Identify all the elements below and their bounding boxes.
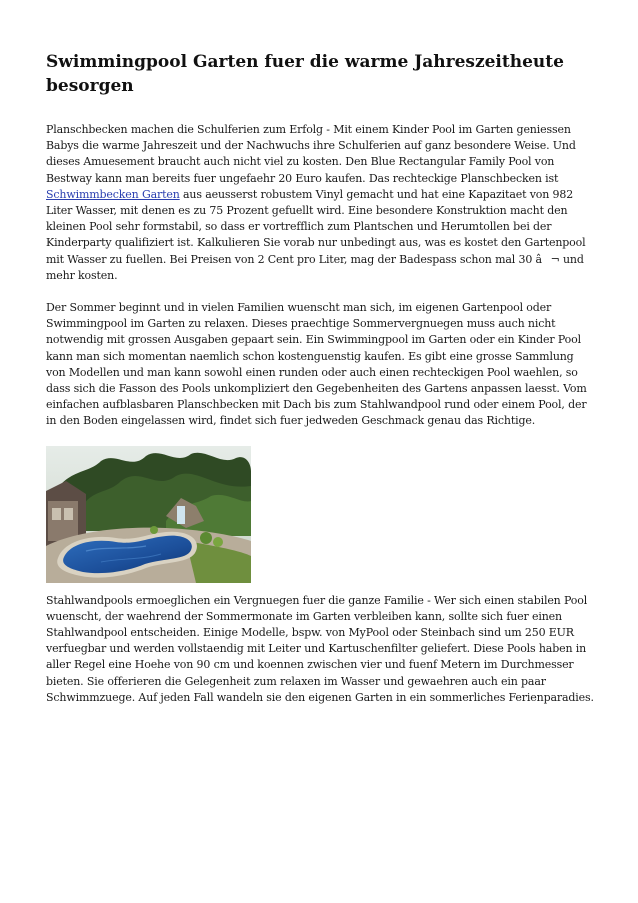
paragraph-3: Stahlwandpools ermoeglichen ein Vergnuegen fuer die ganze Familie - Wer sich einen stabilen Pool wuenscht, der waehrend der Sommermonate im Garten verbleiben kann, sollte sich fuer einen Stahlwandpool entscheiden. Einige Modelle, bspw. von MyPool oder Steinbach sind um 250 EUR verfuegbar und werden vollstaendig mit Leiter und Kartuschenfilter geliefert. Diese Pools haben in aller Regel eine Hoehe von 90 cm und koennen zwischen vier und fuenf Metern im Durchmesser bieten. Sie offerieren die Gelegenheit zum relaxen im Wasser und gewaehren auch ein paar Schwimmzuege. Auf jeden Fall wandeln sie den eigenen Garten in ein sommerliches Ferienparadies. xyxy=(46,593,594,704)
page-title: Swimmingpool Garten fuer die warme Jahreszeitheute besorgen xyxy=(46,52,564,96)
pool-garden-photo xyxy=(46,446,251,583)
paragraph-1-text-before: Planschbecken machen die Schulferien zum Erfolg - Mit einem Kinder Pool im Garten geniessen Babys die warme Jahreszeit und der Nachwuchs ihre Schulferien auf ganz besondere Weise. Und dieses Amuesement braucht auch nicht viel zu kosten. Den Blue Rectangular Family Pool von Bestway kann man bereits fuer ungefaehr 20 Euro kaufen. Das rechteckige Planschbecken ist xyxy=(46,123,576,185)
paragraph-1-text-after: aus aeusserst robustem Vinyl gemacht und hat eine Kapazitaet von 982 Liter Wasser, mit denen es zu 75 Prozent gefuellt wird. Eine besondere Konstruktion macht den kleinen Pool sehr formstabil, so dass er vortrefflich zum Plantschen und Herumtollen bei der Kinderparty qualifiziert ist. Kalkulieren Sie vorab nur unbedingt aus, was es kostet den Gartenpool mit Wasser zu fuellen. Bei Preisen von 2 Cent pro Liter, mag der Badespass schon mal 30 â¬ und mehr kosten. xyxy=(46,187,586,282)
schwimmbecken-garten-link[interactable]: Schwimmbecken Garten xyxy=(46,187,180,201)
document-page xyxy=(46,50,594,706)
paragraph-1 xyxy=(46,122,594,284)
paragraph-2: Der Sommer beginnt und in vielen Familien wuenscht man sich, im eigenen Gartenpool oder Swimmingpool im Garten zu relaxen. Dieses praechtige Sommervergnuegen muss auch nicht notwendig mit grossen Ausgaben gepaart sein. Ein Swimmingpool im Garten oder ein Kinder Pool kann man sich momentan naemlich schon kostenguenstig kaufen. Es gibt eine grosse Sammlung von Modellen und man kann sowohl einen runden oder auch einen rechteckigen Pool waehlen, so dass sich die Fasson des Pools unkompliziert den Gegebenheiten des Gartens anpassen laesst. Vom einfachen aufblasbaren Planschbecken mit Dach bis zum Stahlwandpool rund oder einem Pool, der in den Boden eingelassen wird, findet sich fuer jedweden Geschmack genau das Richtige. xyxy=(46,301,587,428)
